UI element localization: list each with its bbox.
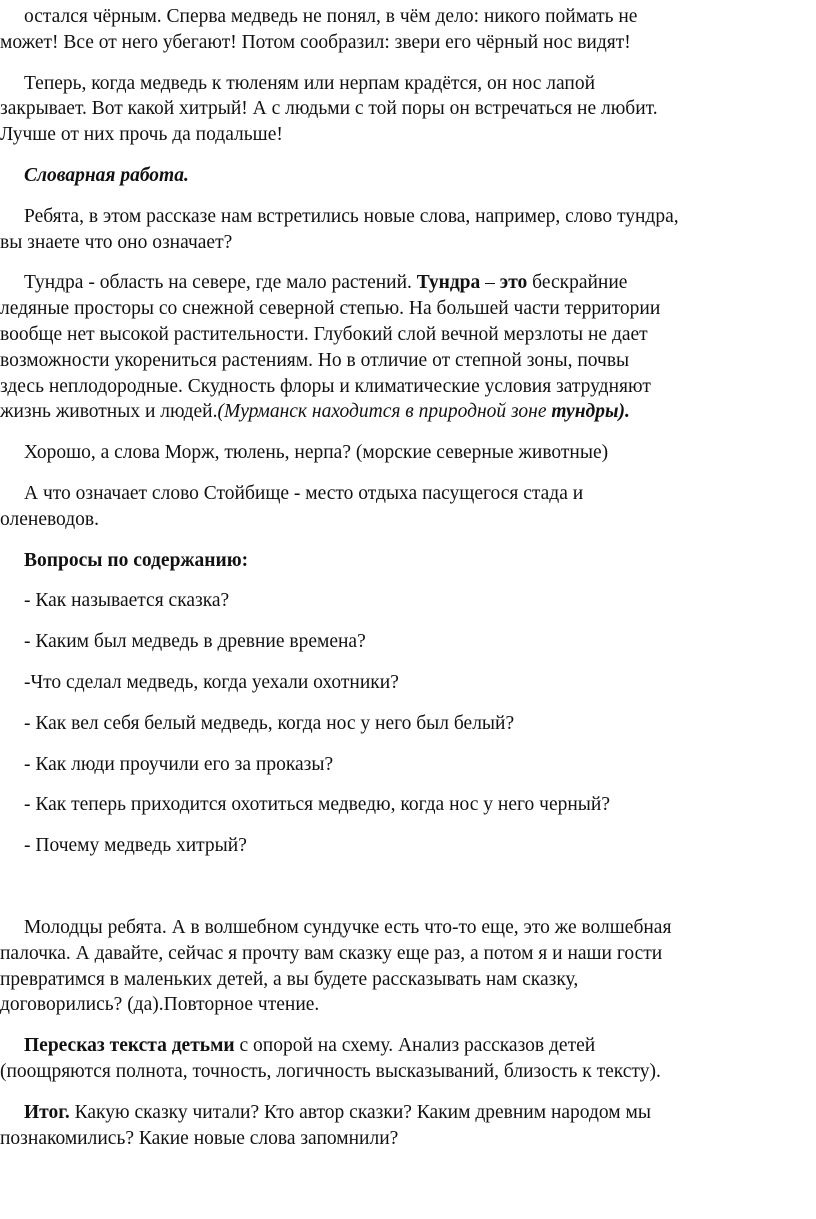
question-item <box>0 752 816 778</box>
paragraph-walrus <box>0 440 816 466</box>
text-line: Молодцы ребята. А в волшебном сундучке есть что-то еще, это же волшебная <box>24 916 672 938</box>
paragraph-bear-nose <box>0 4 816 56</box>
text-line <box>0 399 812 425</box>
paragraph-retelling <box>0 1033 816 1085</box>
italic-note: (Мурманск находится в природной зоне <box>217 401 552 423</box>
paragraph-tundra-definition <box>0 270 816 425</box>
text-span: – <box>480 272 500 294</box>
text-line: палочка. А давайте, сейчас я прочту вам сказку еще раз, а потом я и наши гости <box>0 942 663 964</box>
text-line: закрывает. Вот какой хитрый! А с людьми с той поры он встречаться не любит. <box>0 98 658 120</box>
text-line: познакомились? Какие новые слова запомнили? <box>0 1127 399 1149</box>
text-line: Хорошо, а слова Морж, тюлень, нерпа? (морские северные животные) <box>24 442 609 464</box>
paragraph-magic-wand <box>0 915 816 1018</box>
text-span: бескрайние <box>527 272 628 294</box>
heading-text: Словарная работа. <box>24 164 189 186</box>
paragraph-stoibishche <box>0 481 816 533</box>
section-heading-questions <box>0 548 816 574</box>
text-line: превратимся в маленьких детей, а вы будете рассказывать нам сказку, <box>0 968 579 990</box>
question-text: - Как вел себя белый медведь, когда нос у него был белый? <box>24 712 515 734</box>
question-text: - Каким был медведь в древние времена? <box>24 631 366 653</box>
section-heading-vocabulary <box>0 163 816 189</box>
text-line: вы знаете что оно означает? <box>0 231 233 253</box>
text-line: возможности укорениться растениям. Но в отличие от степной зоны, почвы <box>0 349 630 371</box>
text-line: Ребята, в этом рассказе нам встретились новые слова, например, слово тундра, <box>24 205 679 227</box>
text-span: с опорой на схему. Анализ рассказов детей <box>234 1035 596 1057</box>
bold-term: это <box>499 272 528 294</box>
text-line: вообще нет высокой растительности. Глубокий слой вечной мерзлоты не дает <box>0 323 648 345</box>
bold-term: Итог. <box>24 1101 70 1123</box>
text-line: остался чёрным. Сперва медведь не понял, в чём дело: никого поймать не <box>24 6 638 27</box>
question-text: - Как теперь приходится охотиться медведю, когда нос у него черный? <box>24 794 610 816</box>
text-line: может! Все от него убегают! Потом сообразил: звери его чёрный нос видят! <box>0 31 631 53</box>
text-line: Лучше от них прочь да подальше! <box>0 124 283 146</box>
question-item <box>0 629 816 655</box>
bold-term: Тундра <box>416 272 481 294</box>
text-line: (поощряются полнота, точность, логичность высказываний, близость к тексту). <box>0 1060 661 1082</box>
paragraph-summary <box>0 1100 816 1152</box>
bold-term: Пересказ текста детьми <box>24 1035 235 1057</box>
question-text: -Что сделал медведь, когда уехали охотники? <box>24 671 399 693</box>
text-line <box>0 270 812 296</box>
question-text: - Как люди проучили его за проказы? <box>24 753 334 775</box>
paragraph-tundra-question <box>0 204 816 256</box>
text-line <box>0 1033 812 1059</box>
heading-text: Вопросы по содержанию: <box>24 549 249 571</box>
text-span: жизнь животных и людей. <box>0 401 218 423</box>
paragraph-bear-hides-nose <box>0 71 816 148</box>
text-line: Теперь, когда медведь к тюленям или нерпам крадётся, он нос лапой <box>24 72 596 94</box>
question-text: - Почему медведь хитрый? <box>24 835 247 857</box>
text-line <box>0 1100 812 1126</box>
text-span: Тундра - область на севере, где мало растений. <box>24 272 417 294</box>
question-text: - Как называется сказка? <box>24 590 230 612</box>
text-span: Какую сказку читали? Кто автор сказки? Каким древним народом мы <box>69 1101 651 1123</box>
text-line: оленеводов. <box>0 508 99 530</box>
question-item <box>0 670 816 696</box>
text-line: здесь неплодородные. Скудность флоры и климатические условия затрудняют <box>0 375 651 397</box>
text-line: А что означает слово Стойбище - место отдыха пасущегося стада и <box>24 482 584 504</box>
text-line: ледяные просторы со снежной северной степью. На большей части территории <box>0 298 661 320</box>
question-item <box>0 588 816 614</box>
bold-italic-term: тундры). <box>551 401 630 423</box>
question-item <box>0 711 816 737</box>
question-item <box>0 792 816 818</box>
text-line: договорились? (да).Повторное чтение. <box>0 994 320 1016</box>
question-item <box>0 833 816 859</box>
document-page <box>0 4 816 1151</box>
